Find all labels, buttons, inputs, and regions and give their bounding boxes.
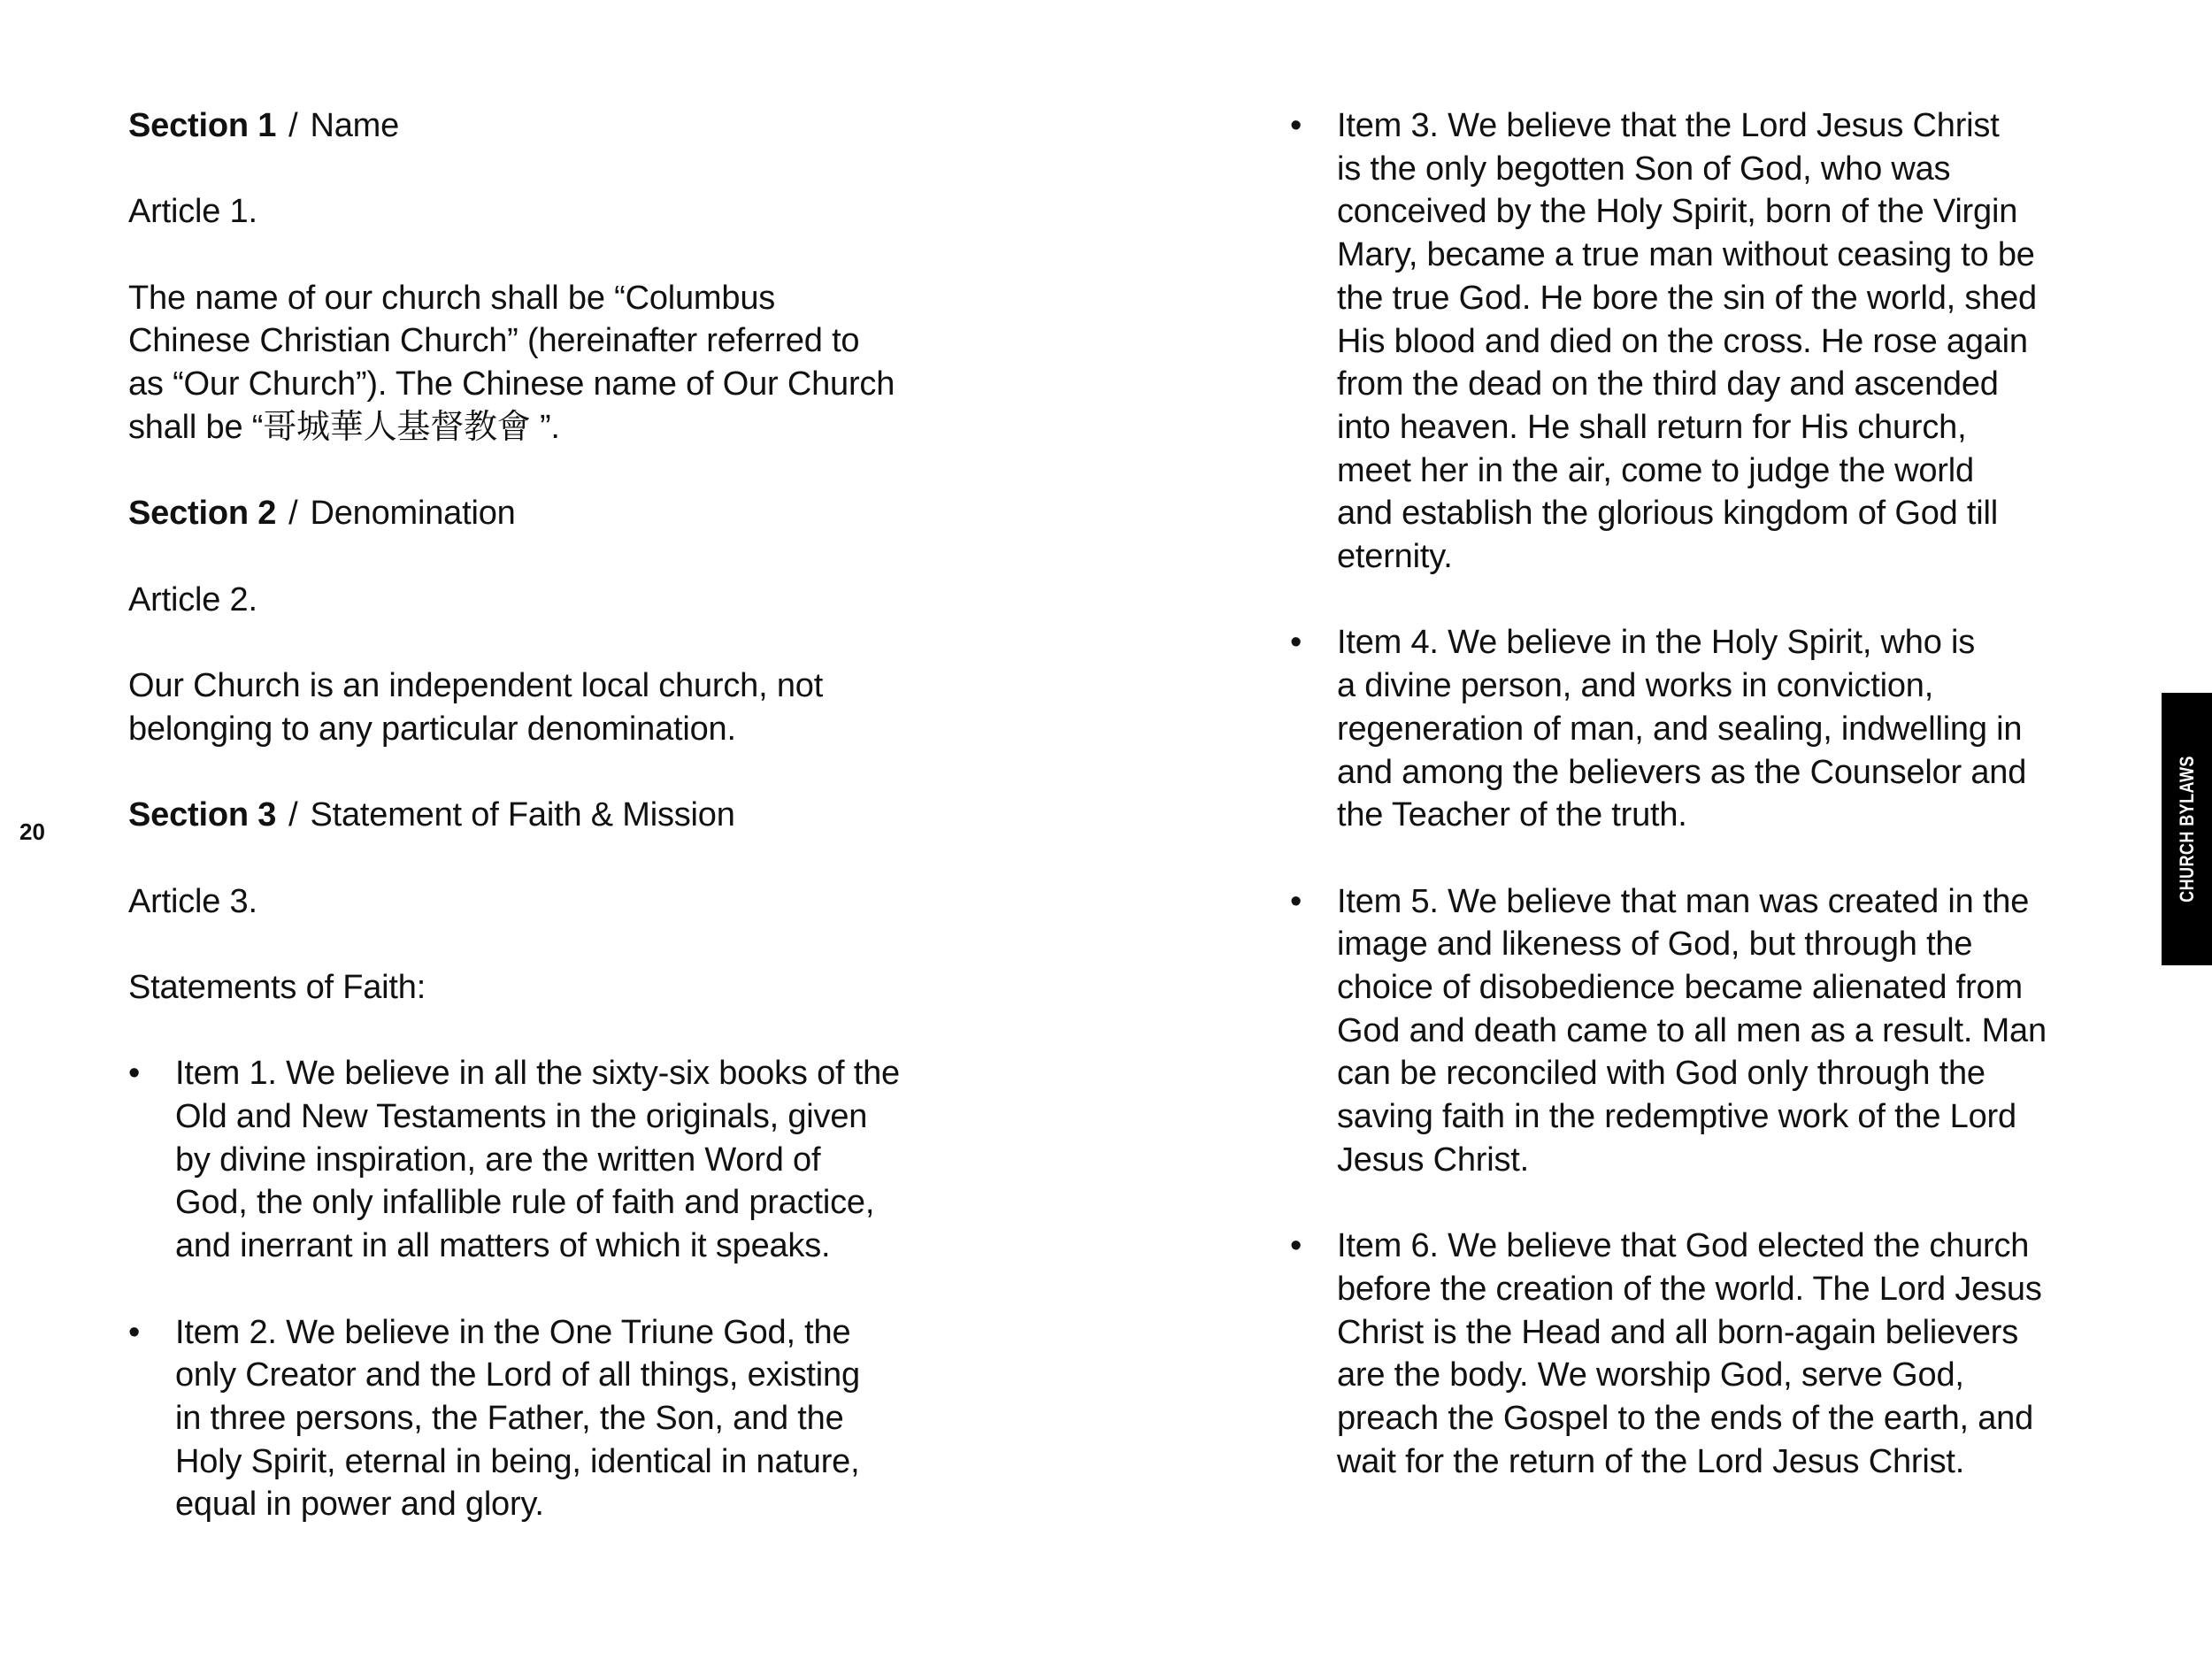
item-line: Jesus Christ. xyxy=(1337,1141,1530,1179)
article-1-line: as “Our Church”). The Chinese name of Our Church xyxy=(128,365,895,403)
item-line: saving faith in the redemptive work of the Lord xyxy=(1337,1098,2016,1136)
statements-of-faith-intro: Statements of Faith: xyxy=(128,968,426,1006)
item-line: choice of disobedience became alienated from xyxy=(1337,969,2023,1007)
article-1-heading: Article 1. xyxy=(128,193,257,231)
section-1-separator: / xyxy=(288,107,298,144)
list-item xyxy=(1290,621,2104,837)
item-line: equal in power and glory. xyxy=(175,1486,544,1524)
section-2-title: Denomination xyxy=(310,495,516,533)
item-line: in three persons, the Father, the Son, and the xyxy=(175,1399,844,1437)
item-line: before the creation of the world. The Lord Jesus xyxy=(1337,1270,2042,1308)
item-line: Mary, became a true man without ceasing to be xyxy=(1337,236,2035,274)
article-3-heading: Article 3. xyxy=(128,882,257,920)
item-line: Item 1. We believe in all the sixty-six books of the xyxy=(175,1055,900,1093)
section-1-title: Name xyxy=(310,107,400,144)
side-tab-label xyxy=(2176,740,2199,918)
article-1-line: shall be “哥城華人基督教會 ”. xyxy=(128,408,560,446)
item-line: by divine inspiration, are the written Word of xyxy=(175,1141,821,1179)
item-line: is the only begotten Son of God, who was xyxy=(1337,150,1951,188)
article-2-text xyxy=(128,664,925,750)
article-1-line: The name of our church shall be “Columbus xyxy=(128,279,776,317)
item-line: wait for the return of the Lord Jesus Christ. xyxy=(1337,1442,1965,1480)
item-line: a divine person, and works in conviction, xyxy=(1337,667,1934,705)
item-line: image and likeness of God, but through the xyxy=(1337,926,1973,964)
section-1-number: Section 1 xyxy=(128,107,277,144)
left-column xyxy=(128,104,925,1570)
bullet-icon: • xyxy=(1290,624,1302,662)
item-line: from the dead on the third day and ascended xyxy=(1337,365,1999,403)
section-2-heading xyxy=(128,492,925,535)
item-line: can be reconciled with God only through the xyxy=(1337,1055,1985,1093)
article-2-line: Our Church is an independent local church, not xyxy=(128,667,824,705)
item-line: eternity. xyxy=(1337,538,1453,576)
list-item xyxy=(1290,1225,2104,1483)
side-tab xyxy=(2162,693,2212,965)
item-line: are the body. We worship God, serve God, xyxy=(1337,1356,1964,1394)
bullet-icon: • xyxy=(1290,107,1302,144)
item-line: the Teacher of the truth. xyxy=(1337,796,1687,834)
section-3-title: Statement of Faith & Mission xyxy=(310,796,735,834)
bullet-icon: • xyxy=(128,1313,141,1351)
faith-items-list-right xyxy=(1290,104,2104,1483)
item-line: and establish the glorious kingdom of God till xyxy=(1337,495,1999,533)
bullet-icon: • xyxy=(1290,882,1302,920)
item-line: Item 2. We believe in the One Triune God, the xyxy=(175,1313,851,1351)
item-line: Item 4. We believe in the Holy Spirit, who is xyxy=(1337,624,1976,662)
article-2-heading: Article 2. xyxy=(128,580,257,618)
faith-items-list-left xyxy=(128,1052,925,1526)
article-1-text xyxy=(128,277,925,449)
list-item xyxy=(128,1311,925,1527)
item-line: Old and New Testaments in the originals, given xyxy=(175,1098,868,1136)
item-line: only Creator and the Lord of all things, existing xyxy=(175,1356,860,1394)
item-line: God and death came to all men as a result. Man xyxy=(1337,1011,2047,1049)
list-item xyxy=(1290,880,2104,1182)
article-1-line: Chinese Christian Church” (hereinafter referred to xyxy=(128,322,860,360)
item-line: His blood and died on the cross. He rose again xyxy=(1337,322,2028,360)
right-column xyxy=(1290,104,2104,1526)
list-item xyxy=(128,1052,925,1268)
section-2-separator: / xyxy=(288,495,298,533)
item-line: regeneration of man, and sealing, indwelling in xyxy=(1337,710,2023,748)
section-3-separator: / xyxy=(288,796,298,834)
item-line: preach the Gospel to the ends of the earth, and xyxy=(1337,1400,2034,1438)
item-line: conceived by the Holy Spirit, born of the Virgin xyxy=(1337,193,2018,231)
bullet-icon: • xyxy=(1290,1227,1302,1265)
section-3-heading xyxy=(128,794,925,837)
item-line: meet her in the air, come to judge the world xyxy=(1337,451,1974,489)
item-line: Item 5. We believe that man was created in the xyxy=(1337,882,2030,920)
list-item xyxy=(1290,104,2104,579)
article-2-line: belonging to any particular denomination. xyxy=(128,710,736,748)
item-line: the true God. He bore the sin of the world, shed xyxy=(1337,279,2037,317)
item-line: Item 6. We believe that God elected the church xyxy=(1337,1227,2030,1265)
section-2-number: Section 2 xyxy=(128,495,277,533)
page-number: 20 xyxy=(19,818,45,845)
item-line: Item 3. We believe that the Lord Jesus Christ xyxy=(1337,107,2000,144)
item-line: and inerrant in all matters of which it speaks. xyxy=(175,1227,831,1265)
item-line: God, the only infallible rule of faith and practice, xyxy=(175,1184,875,1222)
item-line: Christ is the Head and all born-again believers xyxy=(1337,1313,2019,1351)
item-line: and among the believers as the Counselor and xyxy=(1337,753,2027,791)
item-line: into heaven. He shall return for His church, xyxy=(1337,408,1967,446)
item-line: Holy Spirit, eternal in being, identical in nature, xyxy=(175,1442,860,1480)
bullet-icon: • xyxy=(128,1055,141,1093)
side-tab-text: CHURCH BYLAWS xyxy=(2175,756,2198,902)
section-1-heading xyxy=(128,104,925,148)
section-3-number: Section 3 xyxy=(128,796,277,834)
